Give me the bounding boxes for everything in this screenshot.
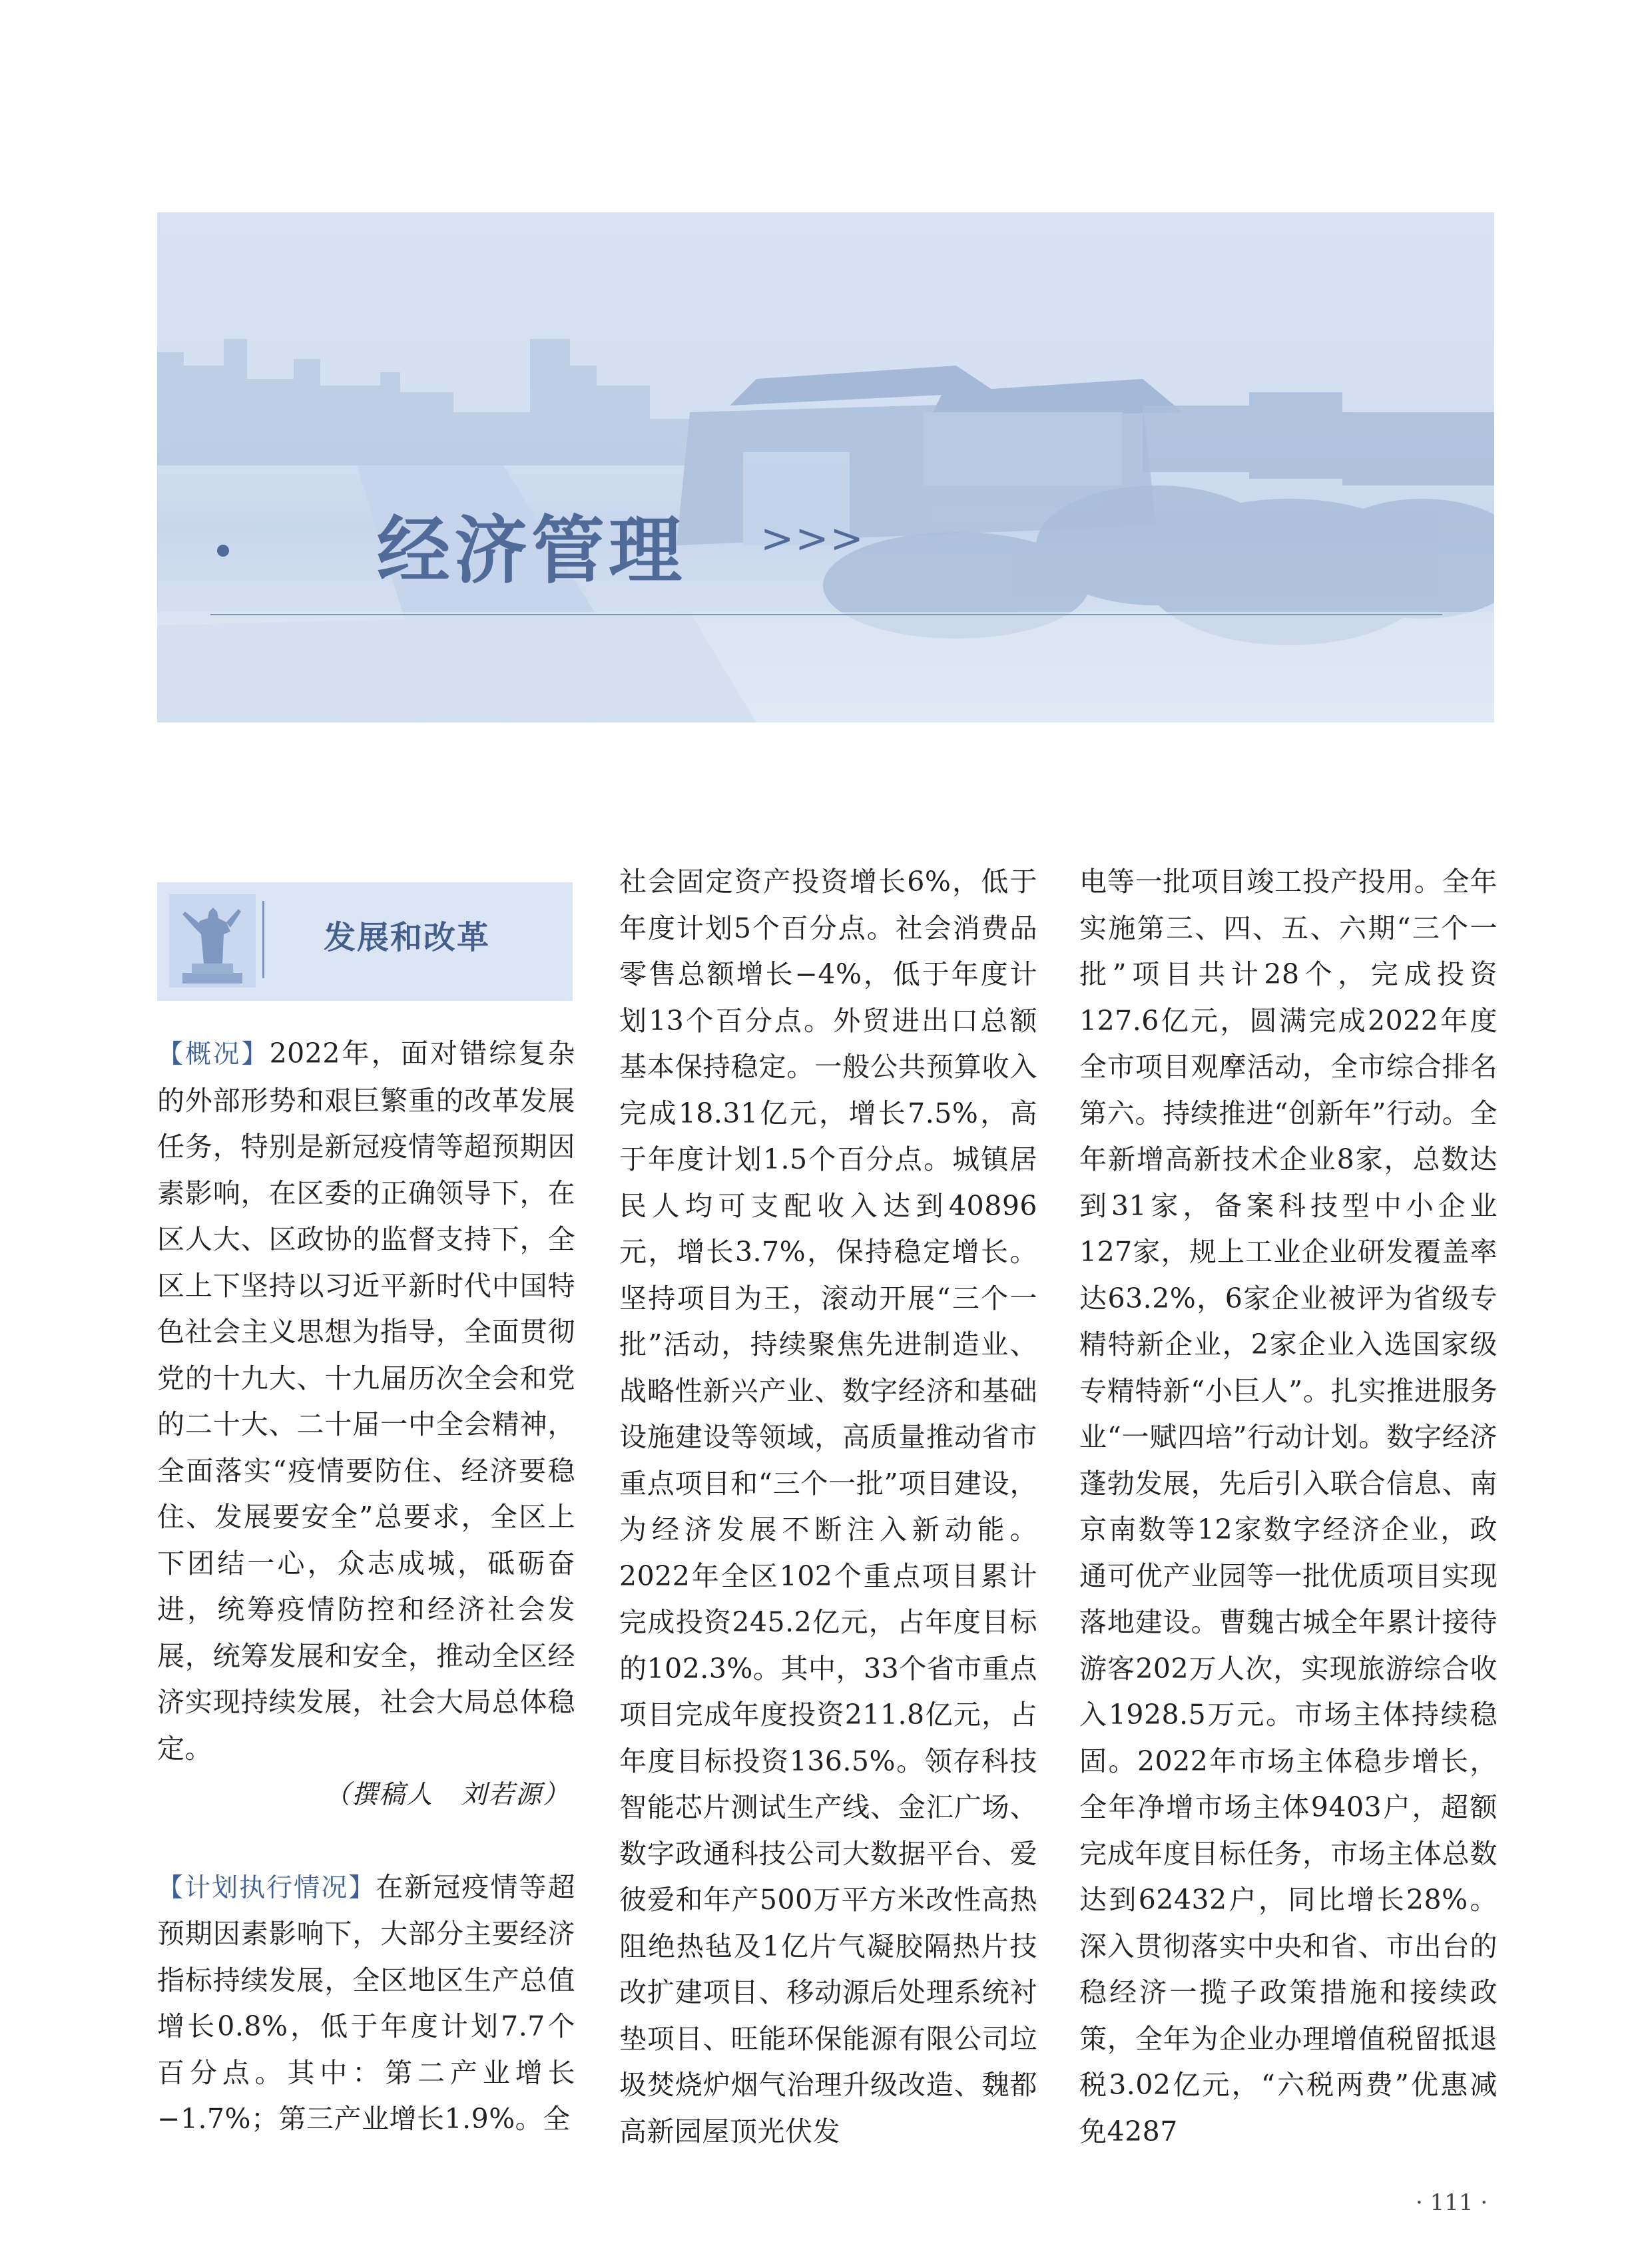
cityscape-background [157, 212, 1494, 722]
statue-icon [169, 894, 256, 987]
overview-body: 2022年，面对错综复杂的外部形势和艰巨繁重的改革发展任务，特别是新冠疫情等超预期因素影响，在区委的正确领导下，在区人大、区政协的监督支持下，全区上下坚持以习近平新时代中国特色社会主义思想为指导，全面贯彻党的十九大、十九届历次全会和党的二十大、二十届一中全会精神，全面落实“疫情要防住、经济要稳住、发展要安全”总要求，全区上下团结一心，众志成城，砥砺奋进，统筹疫情防控和经济社会发展，统筹发展和安全，推动全区经济实现持续发展，社会大局总体稳定。 [157, 1037, 575, 1765]
author-credit: （撰稿人 刘若源） [324, 1780, 570, 1810]
text-column-3 [1079, 859, 1498, 2155]
column-3-text: 电等一批项目竣工投产投用。全年实施第三、四、五、六期“三个一批”项目共计28个，完成投资127.6亿元，圆满完成2022年度全市项目观摩活动，全市综合排名第六。持续推进“创新年”行动。全年新增高新技术企业8家，总数达到31家，备案科技型中小企业127家，规上工业企业研发覆盖率达63.2%，6家企业被评为省级专精特新企业，2家企业入选国家级专精特新“小巨人”。扎实推进服务业“一赋四培”行动计划。数字经济蓬勃发展，先后引入联合信息、南京南数等12家数字经济企业，政通可优产业园等一批优质项目实现落地建设。曹魏古城全年累计接待游客202万人次，实现旅游综合收入1928.5万元。市场主体持续稳固。2022年市场主体稳步增长，全年净增市场主体9403户，超额完成年度目标任务，市场主体总数达到62432户，同比增长28%。深入贯彻落实中央和省、市出台的稳经济一揽子政策措施和接续政策，全年为企业办理增值税留抵退税3.02亿元，“六税两费”优惠减免4287 [1079, 866, 1498, 2147]
banner-title: 经济管理 [377, 507, 686, 593]
overview-paragraph [157, 1031, 575, 1772]
overview-heading: 【概况】 [157, 1039, 270, 1069]
banner-underline [210, 614, 1442, 615]
page-number: · 111 · [1416, 2189, 1488, 2216]
section-title: 发展和改革 [324, 919, 491, 956]
text-column-2 [619, 859, 1037, 2155]
text-column-1 [157, 1031, 575, 2143]
section-heading-box [157, 882, 573, 1001]
section-divider [262, 901, 264, 978]
plan-execution-body: 在新冠疫情等超预期因素影响下，大部分主要经济指标持续发展，全区地区生产总值增长0.8%，低于年度计划7.7个百分点。其中：第二产业增长−1.7%；第三产业增长1.9%。全 [157, 1870, 575, 2135]
banner-bullet-dot [217, 545, 229, 557]
column-2-text: 社会固定资产投资增长6%，低于年度计划5个百分点。社会消费品零售总额增长−4%，低于年度计划13个百分点。外贸进出口总额基本保持稳定。一般公共预算收入完成18.31亿元，增长7.5%，高于年度计划1.5个百分点。城镇居民人均可支配收入达到40896元，增长3.7%，保持稳定增长。坚持项目为王，滚动开展“三个一批”活动，持续聚焦先进制造业、战略性新兴产业、数字经济和基础设施建设等领域，高质量推动省市重点项目和“三个一批”项目建设，为经济发展不断注入新动能。2022年全区102个重点项目累计完成投资245.2亿元，占年度目标的102.3%。其中，33个省市重点项目完成年度投资211.8亿元，占年度目标投资136.5%。领存科技智能芯片测试生产线、金汇广场、数字政通科技公司大数据平台、爱彼爱和年产500万平方米改性高热阻绝热毡及1亿片气凝胶隔热片技改扩建项目、移动源后处理系统衬垫项目、旺能环保能源有限公司垃圾焚烧炉烟气治理升级改造、魏都高新园屋顶光伏发 [619, 866, 1037, 2147]
plan-execution-paragraph [157, 1864, 575, 2143]
header-banner [157, 212, 1494, 722]
banner-arrows: >>> [760, 515, 865, 562]
plan-execution-heading: 【计划执行情况】 [157, 1872, 376, 1903]
